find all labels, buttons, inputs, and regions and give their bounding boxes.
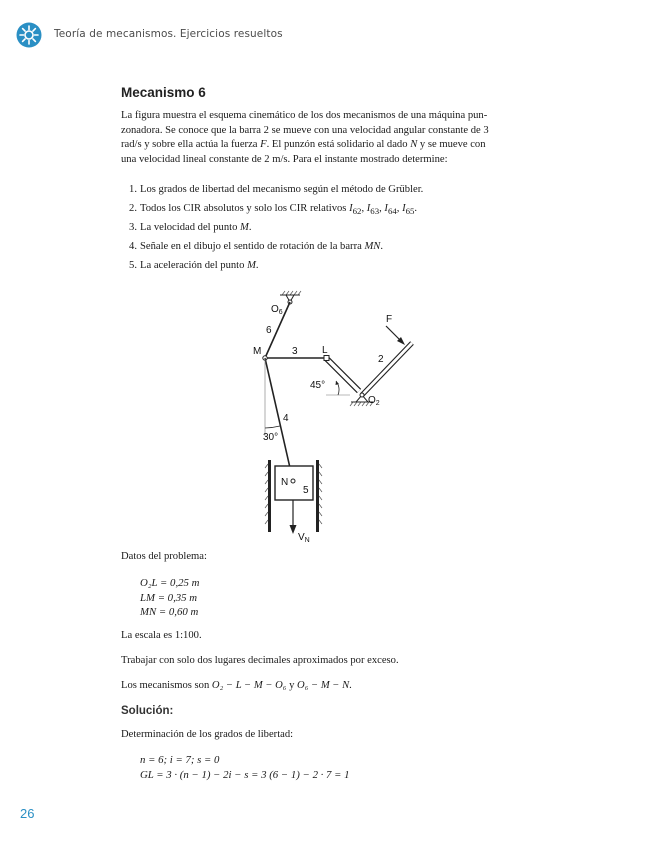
solution-title: Solución: [121, 705, 174, 717]
list-item: 1. Los grados de libertad del mecanismo según el método de Grübler. [129, 184, 424, 195]
label-bar-2: 2 [378, 354, 384, 365]
list-item: 3. La velocidad del punto M. [129, 222, 252, 233]
scale-note: La escala es 1:100. [121, 630, 202, 641]
statement-line-1: La figura muestra el esquema cinemático de los dos mecanismos de una máquina pun- [121, 110, 488, 121]
equation-mn: MN = 0,60 m [140, 606, 199, 618]
label-n: N [281, 477, 289, 488]
equation-gruebler: GL = 3 · (n − 1) − 2i − s = 3 (6 − 1) − 2 · 7 = 1 [140, 768, 350, 781]
ground-support-o6 [280, 291, 301, 304]
data-label: Datos del problema: [121, 551, 207, 562]
label-bar-3: 3 [292, 346, 298, 357]
question-list [121, 181, 551, 276]
velocity-vn-arrow [290, 500, 297, 534]
dof-equations [140, 753, 350, 782]
label-o6: $O_6$ [271, 304, 283, 316]
equation-lm: LM = 0,35 m [140, 591, 198, 604]
mechanism-gear-logo [16, 22, 42, 48]
book-title: Teoría de mecanismos. Ejercicios resueltos [54, 28, 283, 40]
data-equations [140, 576, 199, 620]
force-f-arrow [386, 326, 405, 345]
label-bar-4: 4 [283, 413, 289, 424]
label-bar-6: 6 [266, 325, 272, 336]
label-bar-5: 5 [303, 485, 309, 496]
angle-arc-30 [265, 426, 280, 428]
equation-o2l: O₂L = 0,25 m [140, 577, 200, 589]
mechanisms-line: Los mecanismos son O₂ − L − M − O₆ y O₆ − M − N. [121, 680, 352, 691]
dof-label: Determinación de los grados de libertad: [121, 729, 294, 740]
page-number: 26 [20, 806, 35, 821]
slider-block-l [326, 358, 359, 391]
list-item: 4. Señale en el dibujo el sentido de rotación de la barra MN. [129, 241, 383, 252]
list-item: 2. Todos los CIR absolutos y solo los CIR relativos $I_{62}$, $I_{63}$, $I_{64}$, $I_{65}$. [129, 203, 418, 217]
running-header [16, 22, 636, 50]
label-f: F [386, 314, 393, 325]
statement-line-3: rad/s y sobre ella actúa la fuerza F. El punzón está solidario al dado N y se mueve con [121, 139, 486, 151]
label-vn: $V_N$ [298, 532, 310, 544]
label-angle-45: 45° [310, 380, 326, 391]
section-title: Mecanismo 6 [121, 85, 206, 100]
bar-2 [362, 343, 412, 395]
label-angle-30: 30° [263, 432, 279, 443]
joint-n [291, 479, 295, 483]
label-l: L [322, 345, 328, 356]
rounding-note: Trabajar con solo dos lugares decimales aproximados por exceso. [121, 655, 399, 666]
mechanism-diagram [240, 288, 440, 548]
problem-statement [121, 109, 549, 167]
label-m: M [253, 346, 262, 357]
joint-l [324, 356, 329, 361]
label-o2: $O_2$ [368, 395, 380, 407]
statement-line-2: zonadora. Se conoce que la barra 2 se mueve con una velocidad angular constante de 3 [121, 124, 489, 136]
statement-line-4: una velocidad lineal constante de 2 m/s. Para el instante mostrado determine: [121, 153, 448, 165]
list-item: 5. La aceleración del punto M. [129, 260, 259, 271]
equation-counts: n = 6; i = 7; s = 0 [140, 754, 220, 766]
